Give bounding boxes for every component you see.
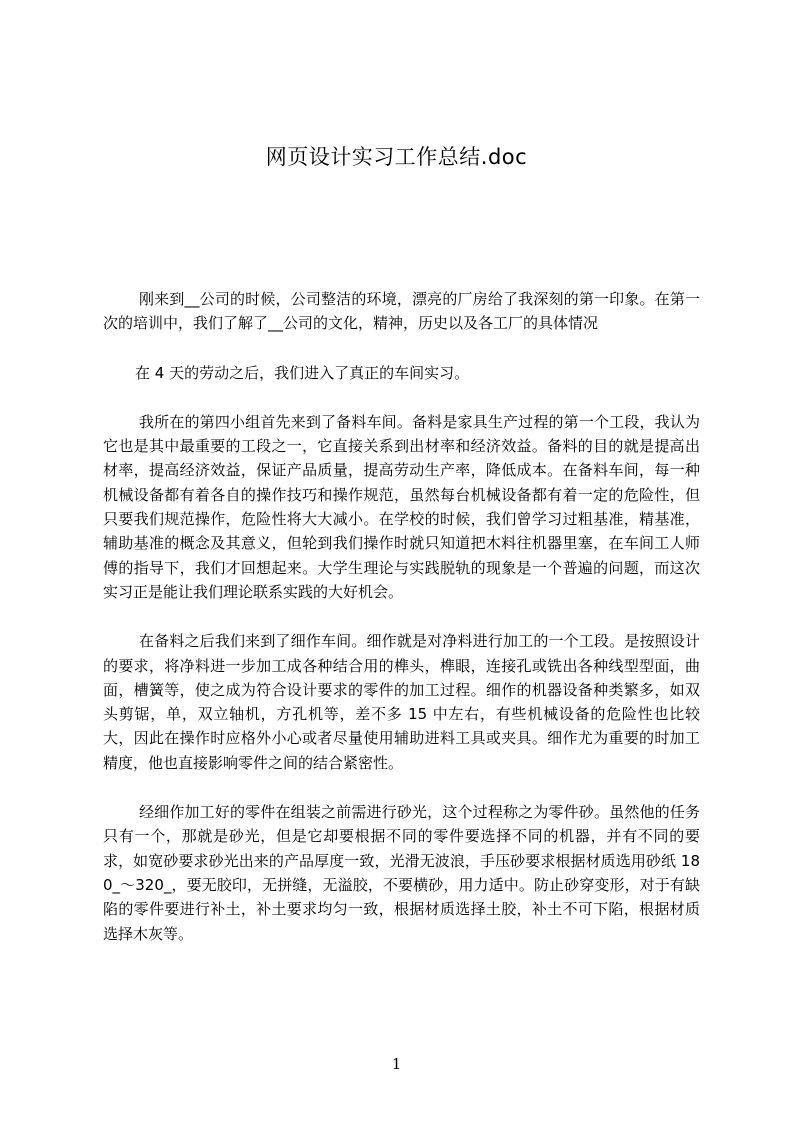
paragraph-fine-processing: 在备料之后我们来到了细作车间。细作就是对净料进行加工的一个工段。是按照设计的要求，将净料进一步加工成各种结合用的榫头，榫眼，连接孔或铣出各种线型型面，曲面，槽簧等，使之成为符合设计要求的零件的加工过程。细作的机器设备种类繁多，如双头剪锯，单，双立轴机，方孔机等，差不多 15 中左右，有些机械设备的危险性也比较大，因此在操作时应格外小心或者尽量使用辅助进料工具或夹具。细作尤为重要的时加工精度，他也直接影响零件之间的结合紧密性。 bbox=[103, 632, 700, 772]
paragraph-material-preparation: 我所在的第四小组首先来到了备料车间。备料是家具生产过程的第一个工段，我认为它也是其中最重要的工段之一，它直接关系到出材率和经济效益。备料的目的就是提高出材率，提高经济效益，保证产品质量，提高劳动生产率，降低成本。在备料车间，每一种机械设备都有着各自的操作技巧和操作规范，虽然每台机械设备都有着一定的危险性，但只要我们规范操作，危险性将大大减小。在学校的时候，我们曾学习过粗基准，精基准，辅助基准的概念及其意义，但轮到我们操作时就只知道把木料往机器里塞，在车间工人师傅的指导下，我们才回想起来。大学生理论与实践脱轨的现象是一个普遍的问题，而这次实习正是能让我们理论联系实践的大好机会。 bbox=[103, 412, 700, 601]
document-body bbox=[103, 287, 700, 971]
paragraph-sanding: 经细作加工好的零件在组装之前需进行砂光，这个过程称之为零件砂。虽然他的任务只有一个，那就是砂光，但是它却要根据不同的零件要选择不同的机器，并有不同的要求，如宽砂要求砂光出来的产品厚度一致，光滑无波浪，手压砂要求根据材质选用砂纸 180_～320_，要无胶印，无拼缝，无溢胶，不要横砂，用力适中。防止砂穿变形，对于有缺陷的零件要进行补土，补土要求均匀一致，根据材质选择土胶，补土不可下陷，根据材质选择木灰等。 bbox=[103, 803, 700, 943]
paragraph-workshop-start: 在 4 天的劳动之后，我们进入了真正的车间实习。 bbox=[135, 363, 470, 382]
page-number: 1 bbox=[391, 1055, 402, 1073]
paragraph-intro: 刚来到__公司的时候，公司整洁的环境，漂亮的厂房给了我深刻的第一印象。在第一次的培训中，我们了解了__公司的文化，精神，历史以及各工厂的具体情况 bbox=[103, 290, 700, 333]
document-title: 网页设计实习工作总结.doc bbox=[265, 145, 528, 169]
